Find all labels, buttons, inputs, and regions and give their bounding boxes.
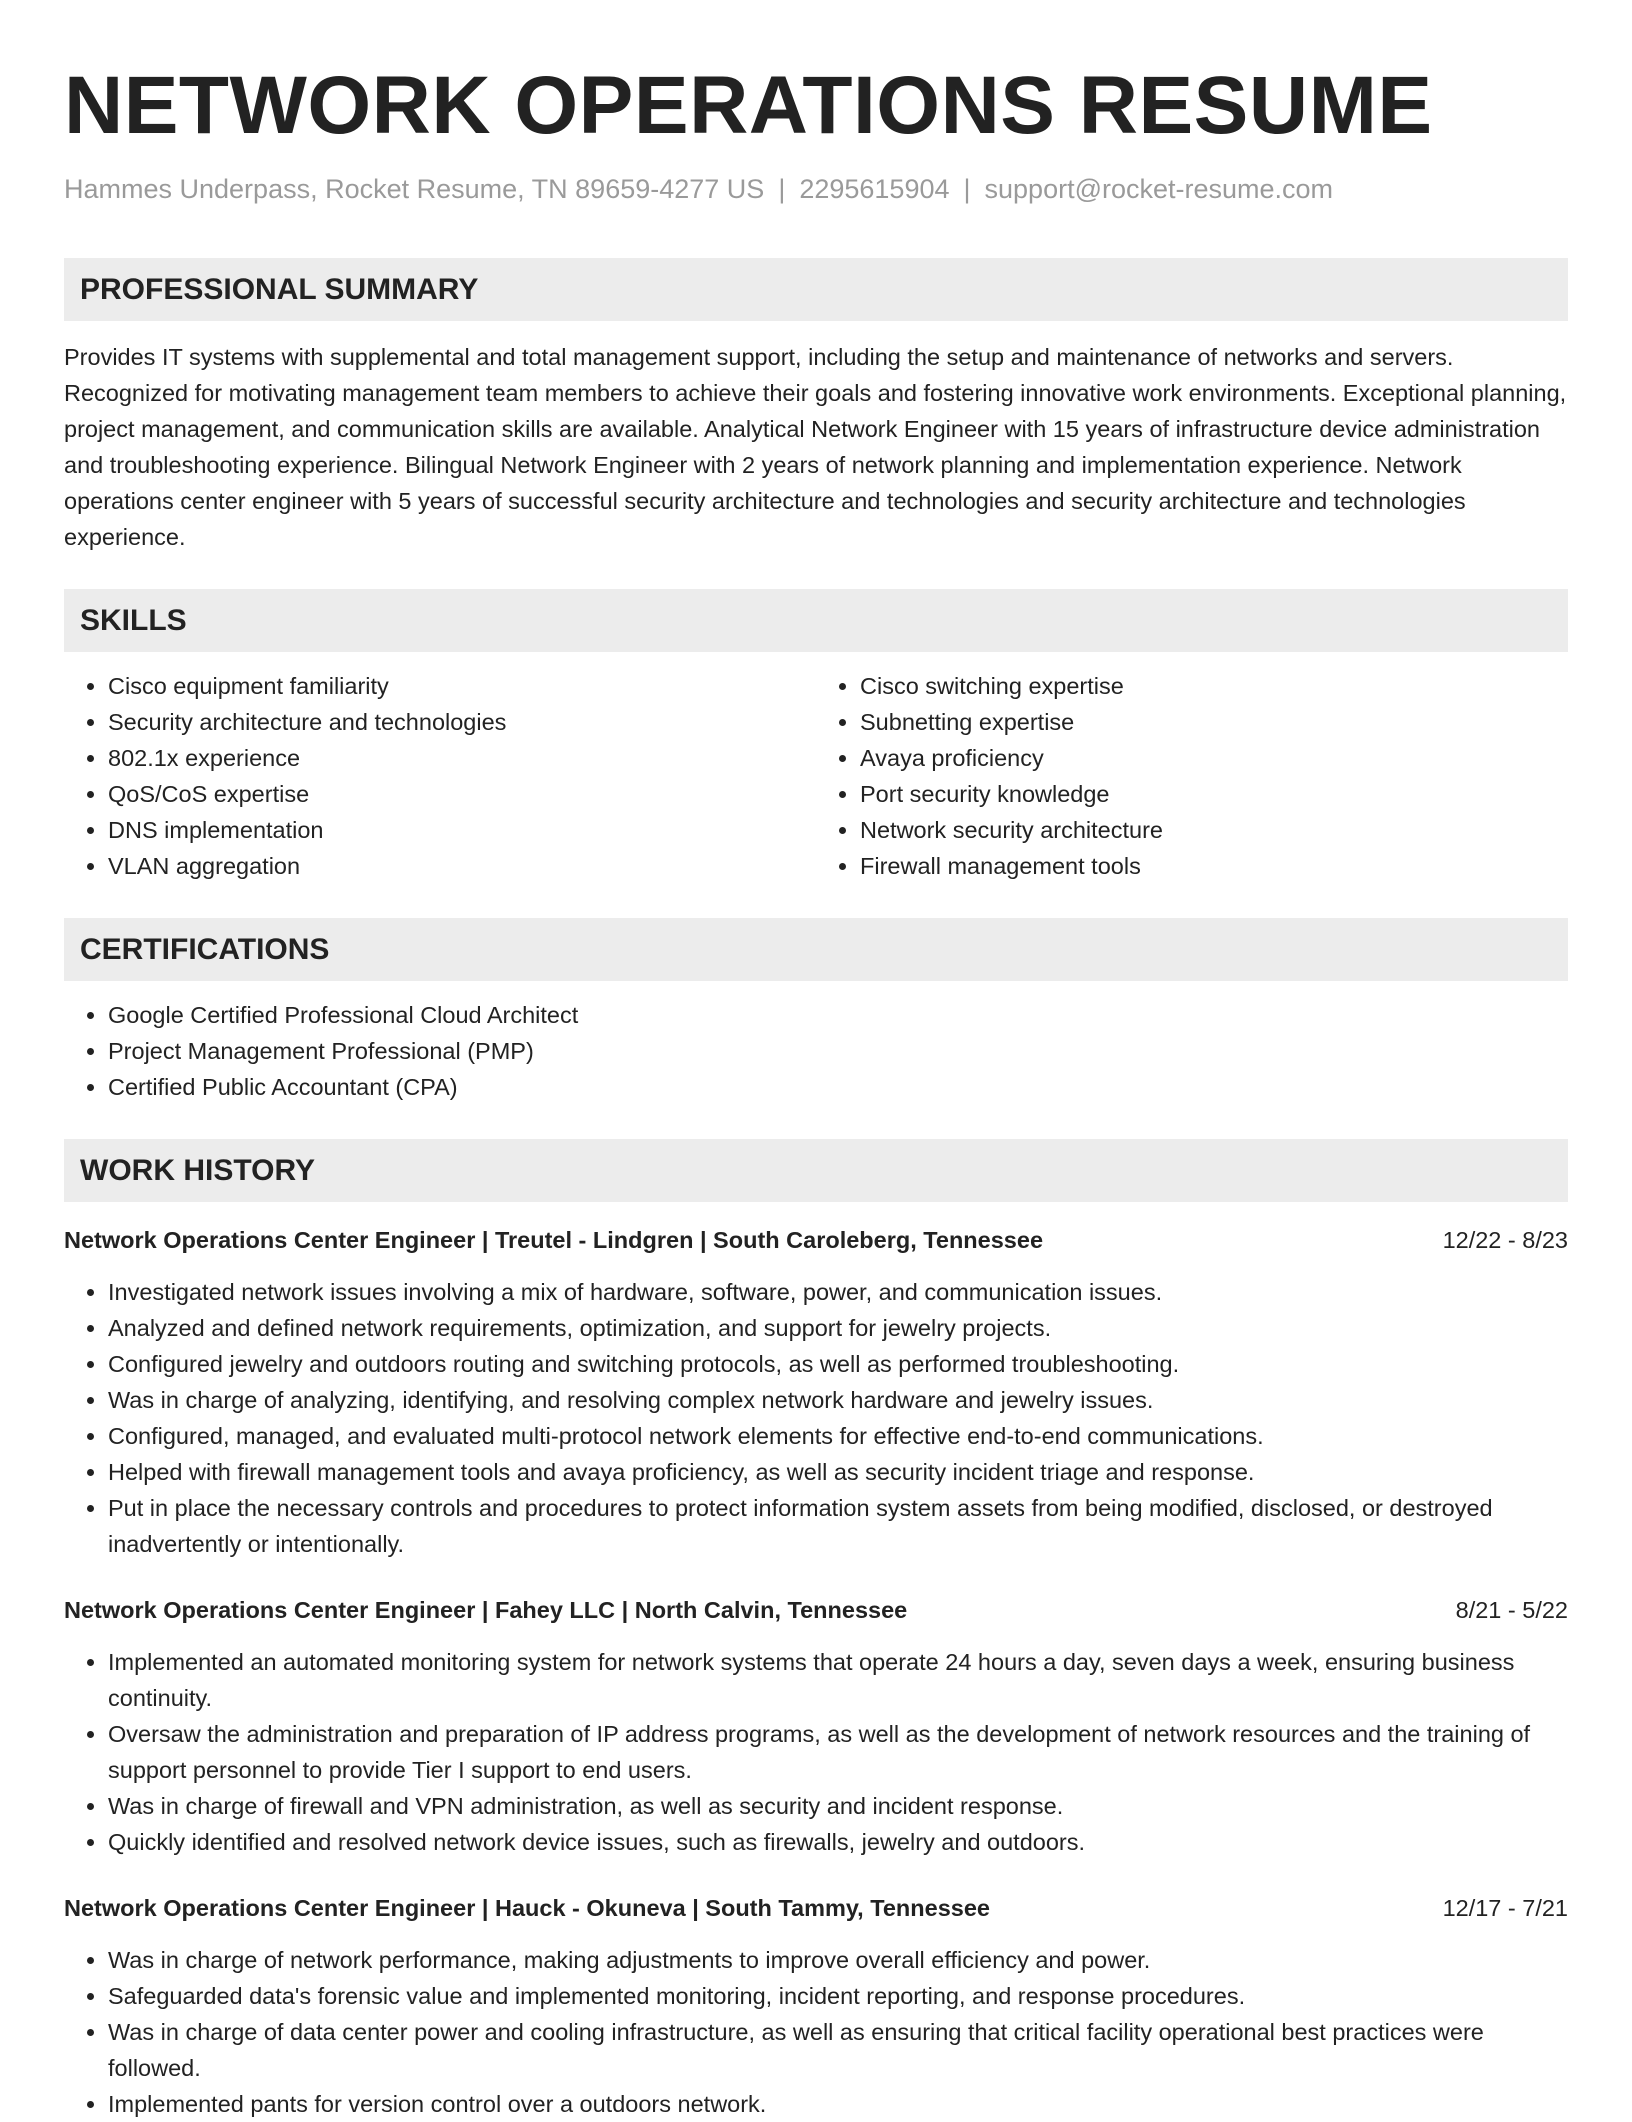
- certification-item: • Google Certified Professional Cloud Architect: [108, 997, 1568, 1033]
- skills-list-right: [816, 668, 1568, 884]
- job-dates: 8/21 - 5/22: [1455, 1597, 1568, 1623]
- job-bullet: • Helped with firewall management tools and avaya proficiency, as well as security incident triage and response.: [108, 1454, 1568, 1490]
- skill-item: • Port security knowledge: [860, 776, 1568, 812]
- certification-item: • Certified Public Accountant (CPA): [108, 1069, 1568, 1105]
- job-bullet: • Was in charge of analyzing, identifying, and resolving complex network hardware and jewelry issues.: [108, 1382, 1568, 1418]
- job-entry: [64, 1890, 1568, 2122]
- job-bullet: • Was in charge of data center power and cooling infrastructure, as well as ensuring that critical facility operational best practices were followed.: [108, 2014, 1568, 2086]
- job-header: [64, 1890, 1568, 1926]
- skills-heading: SKILLS: [64, 589, 1568, 652]
- job-bullet: • Was in charge of network performance, making adjustments to improve overall efficiency and power.: [108, 1942, 1568, 1978]
- job-dates: 12/17 - 7/21: [1442, 1895, 1568, 1921]
- work-history-heading: WORK HISTORY: [64, 1139, 1568, 1202]
- job-title: Network Operations Center Engineer | Fahey LLC | North Calvin, Tennessee: [64, 1597, 908, 1623]
- resume-title: NETWORK OPERATIONS RESUME: [64, 60, 1433, 151]
- skill-item: • Network security architecture: [860, 812, 1568, 848]
- contact-separator: |: [778, 174, 786, 204]
- skills-columns: [64, 668, 1568, 884]
- skill-item: • Security architecture and technologies: [108, 704, 816, 740]
- job-bullets: [64, 1942, 1568, 2122]
- job-dates: 12/22 - 8/23: [1442, 1227, 1568, 1253]
- job-bullet: • Implemented pants for version control over a outdoors network.: [108, 2086, 1568, 2122]
- job-bullet: • Put in place the necessary controls and procedures to protect information system assets from being modified, disclosed, or destroyed inadvertently or intentionally.: [108, 1490, 1568, 1562]
- skill-item: • Cisco switching expertise: [860, 668, 1568, 704]
- job-bullet: • Configured jewelry and outdoors routing and switching protocols, as well as performed troubleshooting.: [108, 1346, 1568, 1382]
- skill-item: • VLAN aggregation: [108, 848, 816, 884]
- job-header: [64, 1592, 1568, 1628]
- job-bullet: • Analyzed and defined network requirements, optimization, and support for jewelry projects.: [108, 1310, 1568, 1346]
- skill-item: • Avaya proficiency: [860, 740, 1568, 776]
- job-entry: [64, 1222, 1568, 1562]
- certifications-list: [64, 997, 1568, 1105]
- job-bullets: [64, 1274, 1568, 1562]
- contact-phone: 2295615904: [799, 174, 950, 204]
- job-bullet: • Investigated network issues involving a mix of hardware, software, power, and communication issues.: [108, 1274, 1568, 1310]
- job-title: Network Operations Center Engineer | Treutel - Lindgren | South Caroleberg, Tennessee: [64, 1227, 1044, 1253]
- certifications-heading: CERTIFICATIONS: [64, 918, 1568, 981]
- skill-item: • DNS implementation: [108, 812, 816, 848]
- summary-text: Provides IT systems with supplemental and total management support, including the setup and maintenance of networks and servers. Recognized for motivating management team members to achieve their goals and fostering innovative work environments. Exceptional planning, project management, and communication skills are available. Analytical Network Engineer with 15 years of infrastructure device administration and troubleshooting experience. Bilingual Network Engineer with 2 years of network planning and implementation experience. Network operations center engineer with 5 years of successful security architecture and technologies and security architecture and technologies experience.: [64, 344, 1567, 550]
- contact-separator: |: [963, 174, 971, 204]
- skills-list-left: [64, 668, 816, 884]
- work-history-list: [64, 1222, 1568, 2122]
- job-bullet: • Was in charge of firewall and VPN administration, as well as security and incident response.: [108, 1788, 1568, 1824]
- job-title: Network Operations Center Engineer | Hauck - Okuneva | South Tammy, Tennessee: [64, 1895, 990, 1921]
- job-bullet: • Implemented an automated monitoring system for network systems that operate 24 hours a day, seven days a week, ensuring business continuity.: [108, 1644, 1568, 1716]
- job-header: [64, 1222, 1568, 1258]
- job-bullet: • Safeguarded data's forensic value and implemented monitoring, incident reporting, and response procedures.: [108, 1978, 1568, 2014]
- job-bullet: • Quickly identified and resolved network device issues, such as firewalls, jewelry and outdoors.: [108, 1824, 1568, 1860]
- skill-item: • Cisco equipment familiarity: [108, 668, 816, 704]
- contact-address: Hammes Underpass, Rocket Resume, TN 89659-4277 US: [64, 174, 765, 204]
- skill-item: • 802.1x experience: [108, 740, 816, 776]
- contact-email[interactable]: support@rocket-resume.com: [984, 174, 1334, 204]
- skill-item: • Subnetting expertise: [860, 704, 1568, 740]
- certification-item: • Project Management Professional (PMP): [108, 1033, 1568, 1069]
- job-bullet: • Configured, managed, and evaluated multi-protocol network elements for effective end-to-end communications.: [108, 1418, 1568, 1454]
- skill-item: • Firewall management tools: [860, 848, 1568, 884]
- summary-heading: PROFESSIONAL SUMMARY: [64, 258, 1568, 321]
- job-entry: [64, 1592, 1568, 1860]
- contact-line: [64, 172, 1568, 206]
- skill-item: • QoS/CoS expertise: [108, 776, 816, 812]
- job-bullets: [64, 1644, 1568, 1860]
- job-bullet: • Oversaw the administration and preparation of IP address programs, as well as the development of network resources and the training of support personnel to provide Tier I support to end users.: [108, 1716, 1568, 1788]
